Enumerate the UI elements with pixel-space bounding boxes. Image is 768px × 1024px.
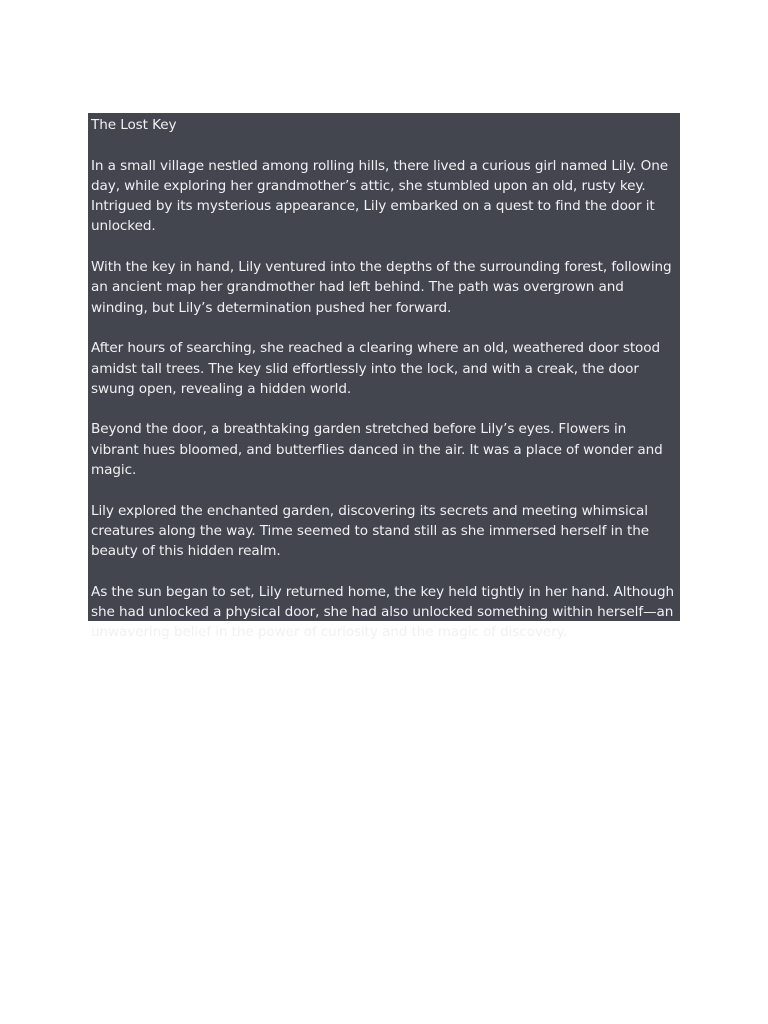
- story-paragraph-2: With the key in hand, Lily ventured into the depths of the surrounding forest, following an ancient map her grandmother had left behind. The path was overgrown and winding, but Lily’s determination pushed her forward.: [91, 259, 672, 316]
- story-paragraph-3: After hours of searching, she reached a clearing where an old, weathered door stood amidst tall trees. The key slid effortlessly into the lock, and with a creak, the door swung open, revealing a hidden world.: [91, 340, 661, 397]
- story-paragraph-4: Beyond the door, a breathtaking garden stretched before Lily’s eyes. Flowers in vibrant hues bloomed, and butterflies danced in the air. It was a place of wonder and magic.: [91, 421, 663, 479]
- story-paragraph-1: In a small village nestled among rolling hills, there lived a curious girl named Lily. One day, while exploring her grandmother’s attic, she stumbled upon an old, rusty key. Intrigued by its mysterious appearance, Lily embarked on a quest to find the door it unlocked.: [91, 157, 669, 235]
- story-text-block: [88, 113, 680, 641]
- story-paragraph-6: As the sun began to set, Lily returned home, the key held tightly in her hand. Although she had unlocked a physical door, she had also unlocked something within herself—an unwavering belief in the power of curiosity and the magic of discovery.: [91, 583, 675, 641]
- story-title: The Lost Key: [91, 117, 177, 133]
- story-paragraph-5: Lily explored the enchanted garden, discovering its secrets and meeting whimsical creatures along the way. Time seemed to stand still as she immersed herself in the beauty of this hidden realm.: [91, 502, 650, 560]
